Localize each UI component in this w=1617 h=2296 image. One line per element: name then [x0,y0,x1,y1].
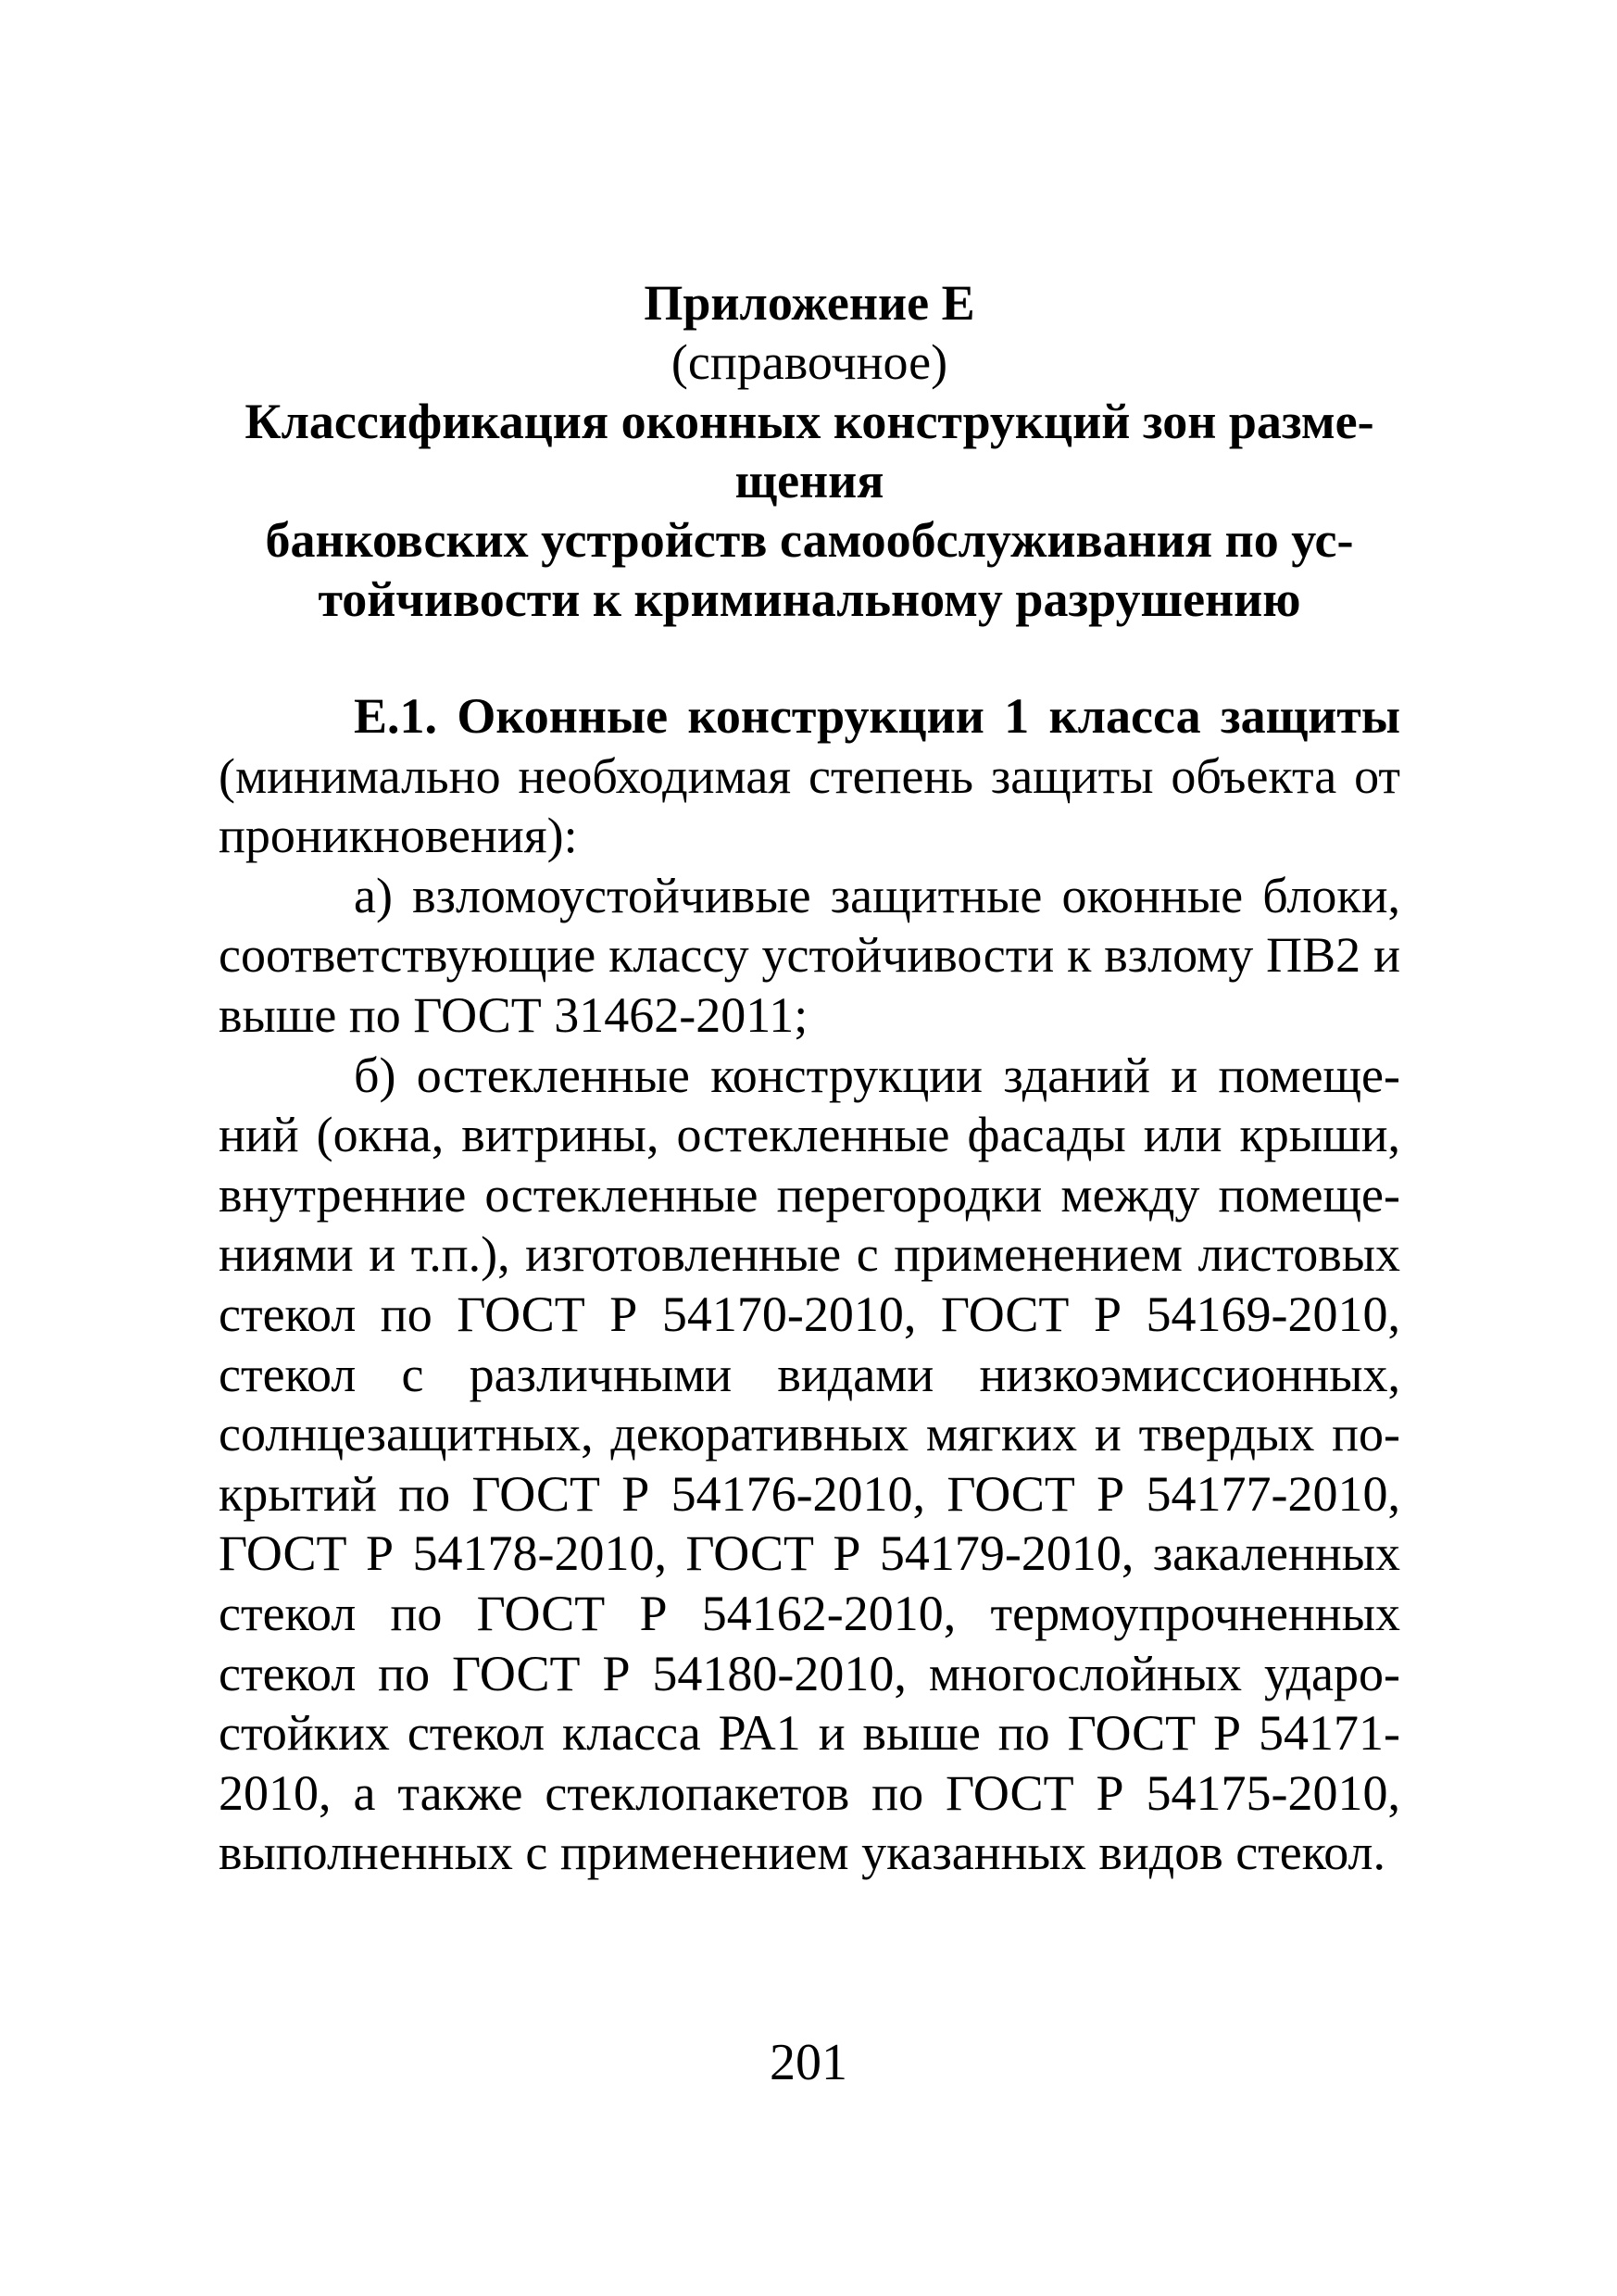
list-item-a: а) взломоустойчивые защитные оконные блоки, соответствующие классу устойчивости к взлому ПВ2 и выше по ГОСТ 31462-2011; [219,867,1400,1043]
appendix-heading-line: Классификация оконных конструкций зон разме- [244,394,1374,449]
appendix-heading-line: банковских устройств самообслуживания по ус- [265,512,1354,568]
appendix-heading-line: тойчивости к криминальному разрушению [318,571,1301,627]
section-intro-paragraph [219,686,1400,866]
appendix-subtitle: (справочное) [671,334,948,390]
section-lead: Е.1. Оконные конструкции 1 класса защиты [354,688,1400,744]
page-number: 201 [770,2034,847,2091]
appendix-title: Приложение Е [644,275,975,331]
section-e1 [219,686,1400,1883]
appendix-heading [219,273,1400,629]
appendix-heading-line: щения [734,453,884,508]
list-item-b: б) остекленные конструкции зданий и помещений (окна, витрины, остекленные фасады или крыши, внутренние остекленные перегородки между помещениями и т.п.), изготовленные с применением листовых стекол по ГОСТ Р 54170-2010, ГОСТ Р 54169-2010, стекол с различными видами низкоэмиссионных, солнцезащитных, декоративных мягких и твердых покрытий по ГОСТ Р 54176-2010, ГОСТ Р 54177-2010, ГОСТ Р 54178-2010, ГОСТ Р 54179-2010, закаленных стекол по ГОСТ Р 54162-2010, термоупрочненных стекол по ГОСТ Р 54180-2010, многослойных ударостойких стекол класса РА1 и выше по ГОСТ Р 54171-2010, а также стеклопакетов по ГОСТ Р 54175-2010, выполненных с применением указанных видов стекол. [219,1047,1400,1881]
section-intro: (минимально необходимая степень защиты объекта от проникновения): [219,747,1400,864]
document-page [219,273,1400,1883]
